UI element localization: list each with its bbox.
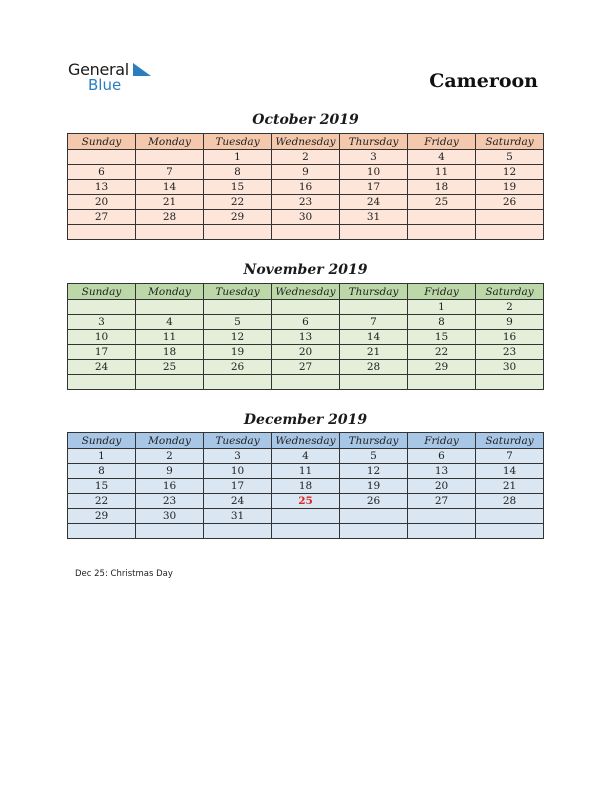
day-cell [136, 375, 204, 390]
day-cell: 25 [136, 360, 204, 375]
weekday-header-saturday: Saturday [476, 433, 544, 449]
day-cell [68, 524, 136, 539]
weekday-header-saturday: Saturday [476, 284, 544, 300]
day-cell: 13 [272, 330, 340, 345]
day-cell: 14 [340, 330, 408, 345]
day-cell [204, 225, 272, 240]
week-row [68, 330, 544, 345]
weekday-header-monday: Monday [136, 433, 204, 449]
day-cell: 12 [204, 330, 272, 345]
day-cell: 18 [136, 345, 204, 360]
day-cell: 10 [204, 464, 272, 479]
week-row [68, 524, 544, 539]
day-cell [68, 300, 136, 315]
day-cell: 27 [408, 494, 476, 509]
logo-text-general: General [68, 60, 129, 79]
day-cell: 31 [340, 210, 408, 225]
day-cell: 19 [476, 180, 544, 195]
day-cell [408, 210, 476, 225]
month-title-november: November 2019 [243, 262, 368, 278]
weekday-header-sunday: Sunday [68, 134, 136, 150]
day-cell: 2 [136, 449, 204, 464]
day-cell [136, 150, 204, 165]
holiday-note: Dec 25: Christmas Day [75, 569, 173, 579]
day-cell: 21 [136, 195, 204, 210]
day-cell [204, 375, 272, 390]
day-cell [204, 300, 272, 315]
day-cell: 6 [272, 315, 340, 330]
day-cell: 11 [272, 464, 340, 479]
day-cell: 24 [204, 494, 272, 509]
day-cell: 8 [408, 315, 476, 330]
day-cell: 12 [476, 165, 544, 180]
day-cell: 3 [204, 449, 272, 464]
day-cell: 5 [340, 449, 408, 464]
day-cell: 11 [408, 165, 476, 180]
day-cell: 5 [204, 315, 272, 330]
day-cell [340, 300, 408, 315]
day-cell: 7 [136, 165, 204, 180]
day-cell: 17 [340, 180, 408, 195]
day-cell: 16 [136, 479, 204, 494]
weekday-header-tuesday: Tuesday [204, 284, 272, 300]
day-cell: 11 [136, 330, 204, 345]
day-cell [272, 375, 340, 390]
calendar-november [67, 283, 544, 390]
weekday-header-sunday: Sunday [68, 284, 136, 300]
day-cell [340, 225, 408, 240]
day-cell: 19 [340, 479, 408, 494]
weekday-header-monday: Monday [136, 284, 204, 300]
day-cell [272, 509, 340, 524]
day-cell: 20 [408, 479, 476, 494]
weekday-header-wednesday: Wednesday [272, 134, 340, 150]
day-cell [204, 524, 272, 539]
day-cell: 17 [204, 479, 272, 494]
day-cell: 9 [476, 315, 544, 330]
week-row [68, 150, 544, 165]
day-cell: 3 [68, 315, 136, 330]
day-cell: 26 [204, 360, 272, 375]
day-cell [136, 524, 204, 539]
day-cell: 15 [408, 330, 476, 345]
weekday-header-monday: Monday [136, 134, 204, 150]
weekday-header-thursday: Thursday [340, 134, 408, 150]
weekday-header-saturday: Saturday [476, 134, 544, 150]
calendar-october [67, 133, 544, 240]
day-cell: 22 [204, 195, 272, 210]
day-cell [272, 524, 340, 539]
day-cell: 25 [408, 195, 476, 210]
day-cell: 27 [272, 360, 340, 375]
day-cell: 4 [136, 315, 204, 330]
weekday-header-row [68, 433, 544, 449]
month-title-october: October 2019 [252, 112, 359, 128]
day-cell: 2 [272, 150, 340, 165]
day-cell [476, 225, 544, 240]
weekday-header-friday: Friday [408, 433, 476, 449]
day-cell [408, 375, 476, 390]
country-title: Cameroon [429, 70, 538, 92]
weekday-header-thursday: Thursday [340, 433, 408, 449]
day-cell: 8 [68, 464, 136, 479]
day-cell: 14 [136, 180, 204, 195]
day-cell: 5 [476, 150, 544, 165]
weekday-header-friday: Friday [408, 134, 476, 150]
month-title-december: December 2019 [243, 412, 368, 428]
day-cell: 12 [340, 464, 408, 479]
weekday-header-row [68, 134, 544, 150]
day-cell: 28 [476, 494, 544, 509]
week-row [68, 375, 544, 390]
day-cell: 10 [340, 165, 408, 180]
day-cell: 23 [136, 494, 204, 509]
day-cell: 21 [476, 479, 544, 494]
weekday-header-row [68, 284, 544, 300]
day-cell [408, 225, 476, 240]
day-cell [476, 524, 544, 539]
day-cell: 31 [204, 509, 272, 524]
week-row [68, 479, 544, 494]
day-cell: 22 [68, 494, 136, 509]
day-cell: 13 [408, 464, 476, 479]
day-cell: 2 [476, 300, 544, 315]
day-cell: 4 [272, 449, 340, 464]
week-row [68, 315, 544, 330]
day-cell: 4 [408, 150, 476, 165]
week-row [68, 180, 544, 195]
week-row [68, 509, 544, 524]
week-row [68, 360, 544, 375]
day-cell: 26 [340, 494, 408, 509]
weekday-header-wednesday: Wednesday [272, 433, 340, 449]
calendar-december [67, 432, 544, 539]
day-cell [408, 524, 476, 539]
week-row [68, 300, 544, 315]
day-cell: 18 [272, 479, 340, 494]
week-row [68, 494, 544, 509]
day-cell [476, 210, 544, 225]
week-row [68, 345, 544, 360]
day-cell [68, 225, 136, 240]
weekday-header-tuesday: Tuesday [204, 433, 272, 449]
week-row [68, 225, 544, 240]
day-cell: 16 [476, 330, 544, 345]
day-cell: 23 [272, 195, 340, 210]
day-cell: 30 [476, 360, 544, 375]
day-cell: 24 [68, 360, 136, 375]
day-cell: 17 [68, 345, 136, 360]
day-cell: 1 [204, 150, 272, 165]
day-cell: 1 [68, 449, 136, 464]
weekday-header-friday: Friday [408, 284, 476, 300]
week-row [68, 165, 544, 180]
day-cell: 24 [340, 195, 408, 210]
day-cell: 21 [340, 345, 408, 360]
day-cell [136, 225, 204, 240]
day-cell: 10 [68, 330, 136, 345]
day-cell: 18 [408, 180, 476, 195]
week-row [68, 210, 544, 225]
day-cell: 29 [408, 360, 476, 375]
day-cell [68, 150, 136, 165]
day-cell: 3 [340, 150, 408, 165]
day-cell: 15 [204, 180, 272, 195]
day-cell: 9 [272, 165, 340, 180]
weekday-header-sunday: Sunday [68, 433, 136, 449]
day-cell: 15 [68, 479, 136, 494]
logo-text-blue: Blue [88, 76, 122, 94]
day-cell [476, 509, 544, 524]
day-cell: 6 [408, 449, 476, 464]
day-cell: 29 [204, 210, 272, 225]
day-cell: 8 [204, 165, 272, 180]
day-cell [408, 509, 476, 524]
day-cell [272, 300, 340, 315]
day-cell: 30 [136, 509, 204, 524]
generalblue-logo [68, 60, 168, 96]
logo-triangle-icon [133, 63, 151, 77]
day-cell: 19 [204, 345, 272, 360]
day-cell [136, 300, 204, 315]
day-cell: 29 [68, 509, 136, 524]
day-cell: 30 [272, 210, 340, 225]
day-cell: 20 [272, 345, 340, 360]
week-row [68, 195, 544, 210]
day-cell: 9 [136, 464, 204, 479]
day-cell: 20 [68, 195, 136, 210]
week-row [68, 464, 544, 479]
week-row [68, 449, 544, 464]
day-cell [272, 225, 340, 240]
holiday-day-cell: 25 [272, 494, 340, 509]
day-cell: 7 [340, 315, 408, 330]
weekday-header-wednesday: Wednesday [272, 284, 340, 300]
weekday-header-thursday: Thursday [340, 284, 408, 300]
day-cell: 13 [68, 180, 136, 195]
day-cell: 22 [408, 345, 476, 360]
day-cell: 14 [476, 464, 544, 479]
day-cell: 6 [68, 165, 136, 180]
day-cell: 23 [476, 345, 544, 360]
day-cell: 28 [340, 360, 408, 375]
day-cell [340, 509, 408, 524]
day-cell [68, 375, 136, 390]
day-cell: 26 [476, 195, 544, 210]
day-cell: 28 [136, 210, 204, 225]
day-cell: 1 [408, 300, 476, 315]
day-cell [340, 524, 408, 539]
day-cell [476, 375, 544, 390]
weekday-header-tuesday: Tuesday [204, 134, 272, 150]
day-cell: 7 [476, 449, 544, 464]
day-cell: 16 [272, 180, 340, 195]
day-cell: 27 [68, 210, 136, 225]
day-cell [340, 375, 408, 390]
